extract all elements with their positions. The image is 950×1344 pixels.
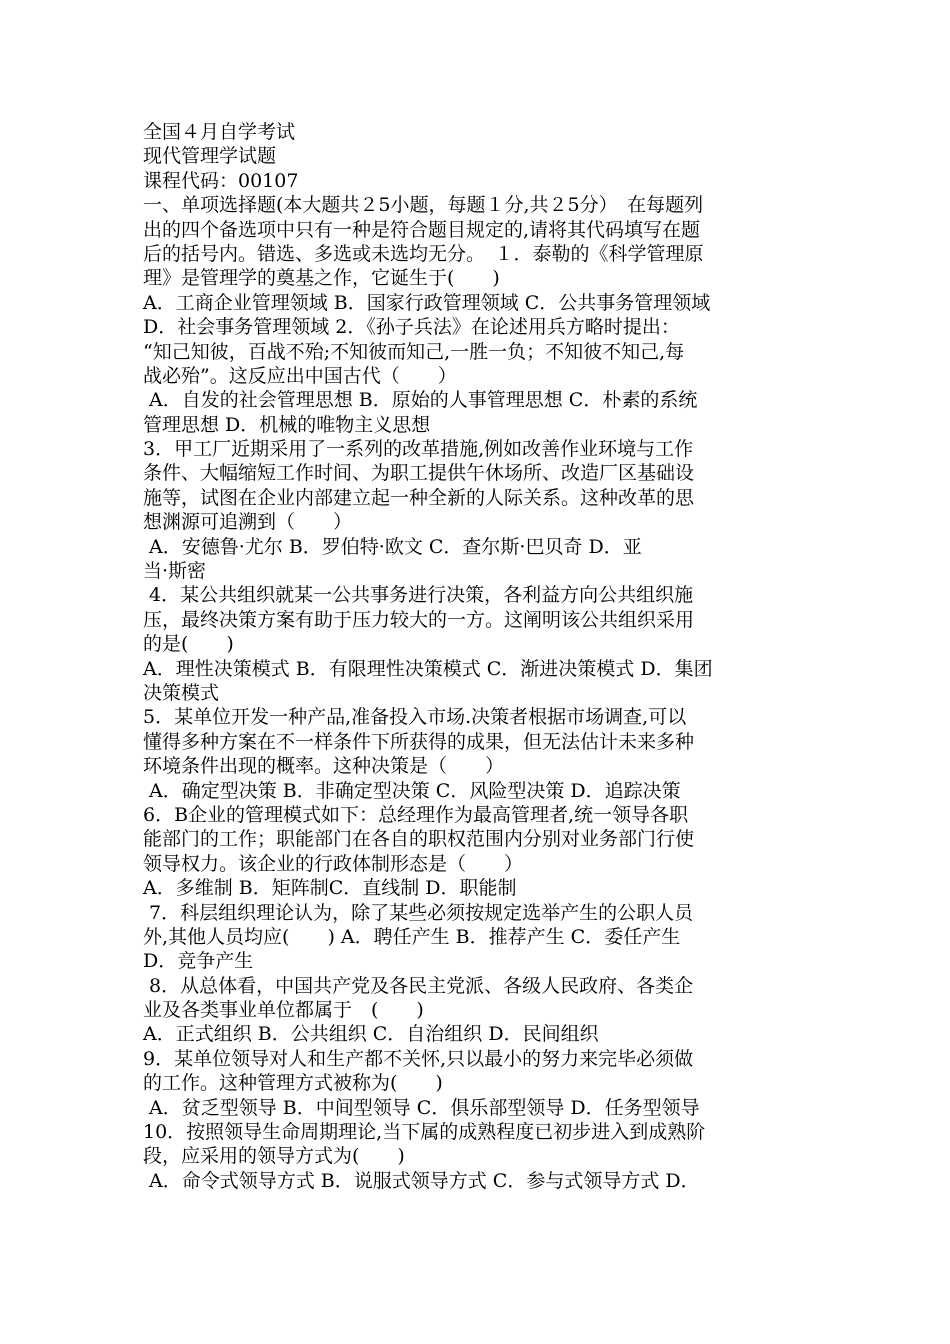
text-line: 9．某单位领导对人和生产都不关怀,只以最小的努力来完毕必须做 [143, 1047, 694, 1070]
text-line: 后的括号内。错选、多选或未选均无分。 １．泰勒的《科学管理原 [143, 242, 704, 265]
text-line: A．工商企业管理领域 B．国家行政管理领域 C．公共事务管理领域 [143, 291, 711, 314]
text-line: A．安德鲁·尤尔 B．罗伯特·欧文 C．查尔斯·巴贝奇 D．亚 [143, 535, 642, 558]
text-line: 段，应采用的领导方式为( ) [143, 1145, 405, 1168]
course-code: 课程代码：00107 [143, 169, 299, 192]
text-line: A．命令式领导方式 B．说服式领导方式 C．参与式领导方式 D． [143, 1169, 700, 1192]
text-line: 当·斯密 [143, 560, 207, 583]
exam-title: 全国４月自学考试 [143, 121, 296, 143]
text-line: 7．科层组织理论认为，除了某些必须按规定选举产生的公职人员 [143, 901, 694, 924]
text-line: 施等，试图在企业内部建立起一种全新的人际关系。这种改革的思 [143, 486, 695, 509]
text-line: 管理思想 D．机械的唯物主义思想 [143, 413, 431, 436]
text-line: 5．某单位开发一种产品,准备投入市场.决策者根据市场调查,可以 [143, 706, 687, 729]
text-line: 环境条件出现的概率。这种决策是（ ） [143, 755, 505, 778]
exam-subject: 现代管理学试题 [143, 145, 277, 168]
text-line: 懂得多种方案在不一样条件下所获得的成果，但无法估计未来多种 [143, 730, 695, 753]
text-line: 外,其他人员均应( ) A．聘任产生 B．推荐产生 C．委任产生 [143, 925, 681, 948]
text-line: 理》是管理学的奠基之作，它诞生于( ) [143, 267, 500, 290]
text-line: 的是( ) [143, 633, 234, 656]
text-line: 的工作。这种管理方式被称为( ) [143, 1072, 443, 1095]
text-line: A．正式组织 B．公共组织 C．自治组织 D．民间组织 [143, 1023, 599, 1046]
text-line: A．自发的社会管理思想 B．原始的人事管理思想 C．朴素的系统 [143, 389, 698, 412]
text-line: A．贫乏型领导 B．中间型领导 C．俱乐部型领导 D．任务型领导 [143, 1096, 700, 1119]
text-line: 业及各类事业单位都属于 ( ) [143, 999, 424, 1022]
text-line: “知己知彼，百战不殆;不知彼而知己,一胜一负；不知彼不知己,每 [143, 340, 685, 363]
text-line: 领导权力。该企业的行政体制形态是（ ） [143, 852, 524, 875]
text-line: 决策模式 [143, 681, 220, 704]
text-line: 战必殆”。这反应出中国古代（ ） [143, 364, 457, 387]
text-line: 能部门的工作；职能部门在各自的职权范围内分别对业务部门行使 [143, 828, 695, 851]
text-line: 10．按照领导生命周期理论,当下属的成熟程度已初步进入到成熟阶 [143, 1121, 706, 1144]
text-line: A．理性决策模式 B．有限理性决策模式 C．渐进决策模式 D．集团 [143, 657, 713, 680]
text-line: A．确定型决策 B．非确定型决策 C．风险型决策 D．追踪决策 [143, 779, 681, 802]
text-line: 一、单项选择题(本大题共２5小题，每题１分,共２5分） 在每题列 [143, 194, 704, 217]
text-line: 出的四个备选项中只有一种是符合题目规定的,请将其代码填写在题 [143, 218, 701, 241]
text-line: 8．从总体看，中国共产党及各民主党派、各级人民政府、各类企 [143, 974, 694, 997]
text-line: 想渊源可追溯到（ ） [143, 511, 353, 534]
text-line: 6．B企业的管理模式如下：总经理作为最高管理者,统一领导各职 [143, 803, 689, 826]
exam-text [143, 120, 815, 1193]
text-line: 压，最终决策方案有助于压力较大的一方。这阐明该公共组织采用 [143, 608, 695, 631]
text-line: D．竞争产生 [143, 950, 254, 973]
text-line: 3．甲工厂近期采用了一系列的改革措施,例如改善作业环境与工作 [143, 438, 694, 461]
text-line: A．多维制 B．矩阵制C．直线制 D．职能制 [143, 877, 517, 900]
text-line: 条件、大幅缩短工作时间、为职工提供午休场所、改造厂区基础设 [143, 462, 695, 485]
text-line: 4．某公共组织就某一公共事务进行决策，各利益方向公共组织施 [143, 584, 694, 607]
text-line: D．社会事务管理领域 2．《孙子兵法》在论述用兵方略时提出： [143, 316, 680, 339]
